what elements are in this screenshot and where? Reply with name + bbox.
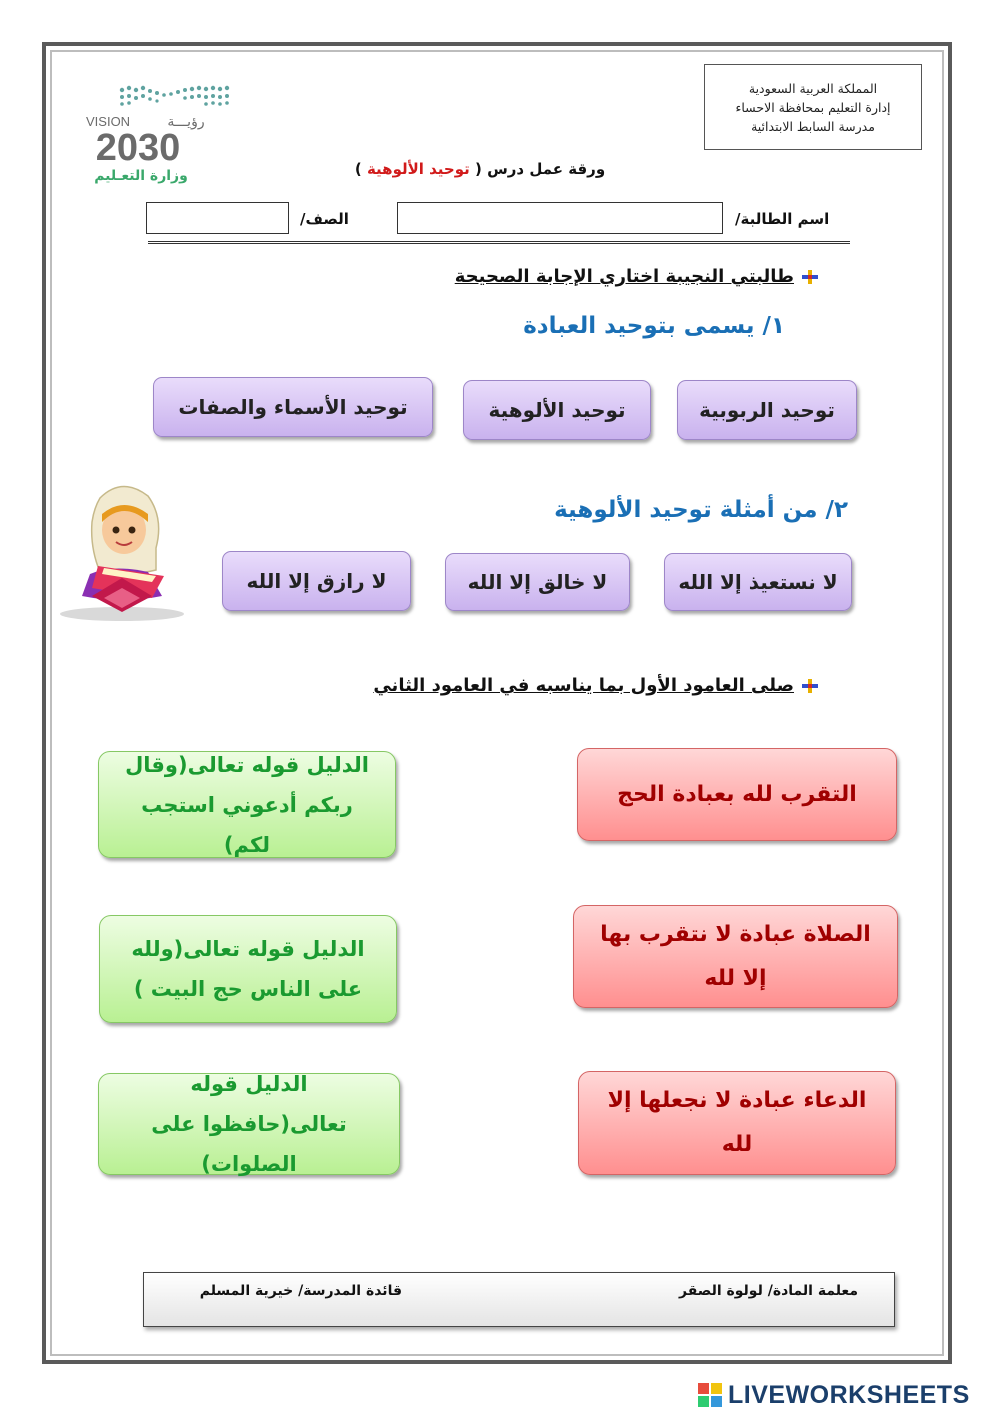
section2-instruction [373, 675, 820, 696]
question-1-title: ١/ يسمى بتوحيد العبادة [523, 313, 785, 339]
q1-option[interactable]: توحيد الأسماء والصفات [153, 377, 433, 437]
girl-reading-quran-illustration [52, 478, 192, 623]
title-prefix: ورقة عمل درس ( [475, 160, 606, 178]
teacher-name: معلمة المادة/ لولوة الصقر [678, 1283, 858, 1299]
school-line: مدرسة السابط الابتدائية [751, 118, 875, 134]
match-item-b[interactable]: الدليل قوله تعالى(وقال ربكم أدعوني استجب لكم) [98, 751, 396, 858]
vision-en-text: VISION [86, 114, 131, 129]
q1-option[interactable]: توحيد الربوبية [677, 380, 857, 440]
ministry-text: وزارة التعـليم [94, 168, 188, 184]
footer-signatures [143, 1272, 895, 1327]
match-item-a[interactable]: الدعاء عبادة لا نجعلها إلا لله [578, 1071, 896, 1175]
class-label: الصف/ [300, 210, 349, 228]
match-item-a[interactable]: التقرب لله بعبادة الحج [577, 748, 897, 841]
school-line: المملكة العربية السعودية [748, 80, 878, 96]
header-divider [148, 241, 850, 244]
section2-instruction-text: صلى العامود الأول بما يناسبه في العامود الثاني [373, 675, 794, 696]
vision-year-text: 2030 [95, 127, 181, 169]
vision-ar-text: رؤيـــة [167, 114, 205, 130]
student-name-label: اسم الطالبة/ [735, 210, 830, 228]
liveworksheets-text: LIVEWORKSHEETS [728, 1380, 970, 1409]
title-topic: توحيد الألوهية [366, 160, 470, 178]
worksheet-title [300, 160, 660, 178]
match-item-b[interactable]: الدليل قوله تعالى(حافظوا على الصلوات) [98, 1073, 400, 1175]
school-line: إدارة التعليم بمحافظة الاحساء [735, 99, 891, 115]
liveworksheets-badge-icon [698, 1383, 722, 1407]
q1-option[interactable]: توحيد الألوهية [463, 380, 651, 440]
student-name-field[interactable] [397, 202, 723, 234]
vision-2030-logo [86, 80, 236, 185]
liveworksheets-logo [698, 1380, 998, 1410]
school-info-box [704, 64, 922, 150]
title-suffix: ) [354, 160, 362, 178]
q2-option[interactable]: لا خالق إلا الله [445, 553, 630, 611]
section1-instruction-text: طالبتي النجيبة اختاري الإجابة الصحيحة [454, 266, 794, 287]
match-item-a[interactable]: الصلاة عبادة لا نتقرب بها إلا لله [573, 905, 898, 1008]
bullet-icon [800, 269, 820, 285]
section1-instruction [455, 266, 820, 287]
bullet-icon [800, 678, 820, 694]
principal-name: قائدة المدرسة/ خيرية المسلم [199, 1283, 402, 1299]
class-field[interactable] [146, 202, 289, 234]
q2-option[interactable]: لا نستعيذ إلا الله [664, 553, 852, 611]
match-item-b[interactable]: الدليل قوله تعالى(ولله على الناس حج البيت ) [99, 915, 397, 1023]
q2-option[interactable]: لا رازق إلا الله [222, 551, 411, 611]
question-2-title: ٢/ من أمثلة توحيد الألوهية [554, 497, 848, 523]
